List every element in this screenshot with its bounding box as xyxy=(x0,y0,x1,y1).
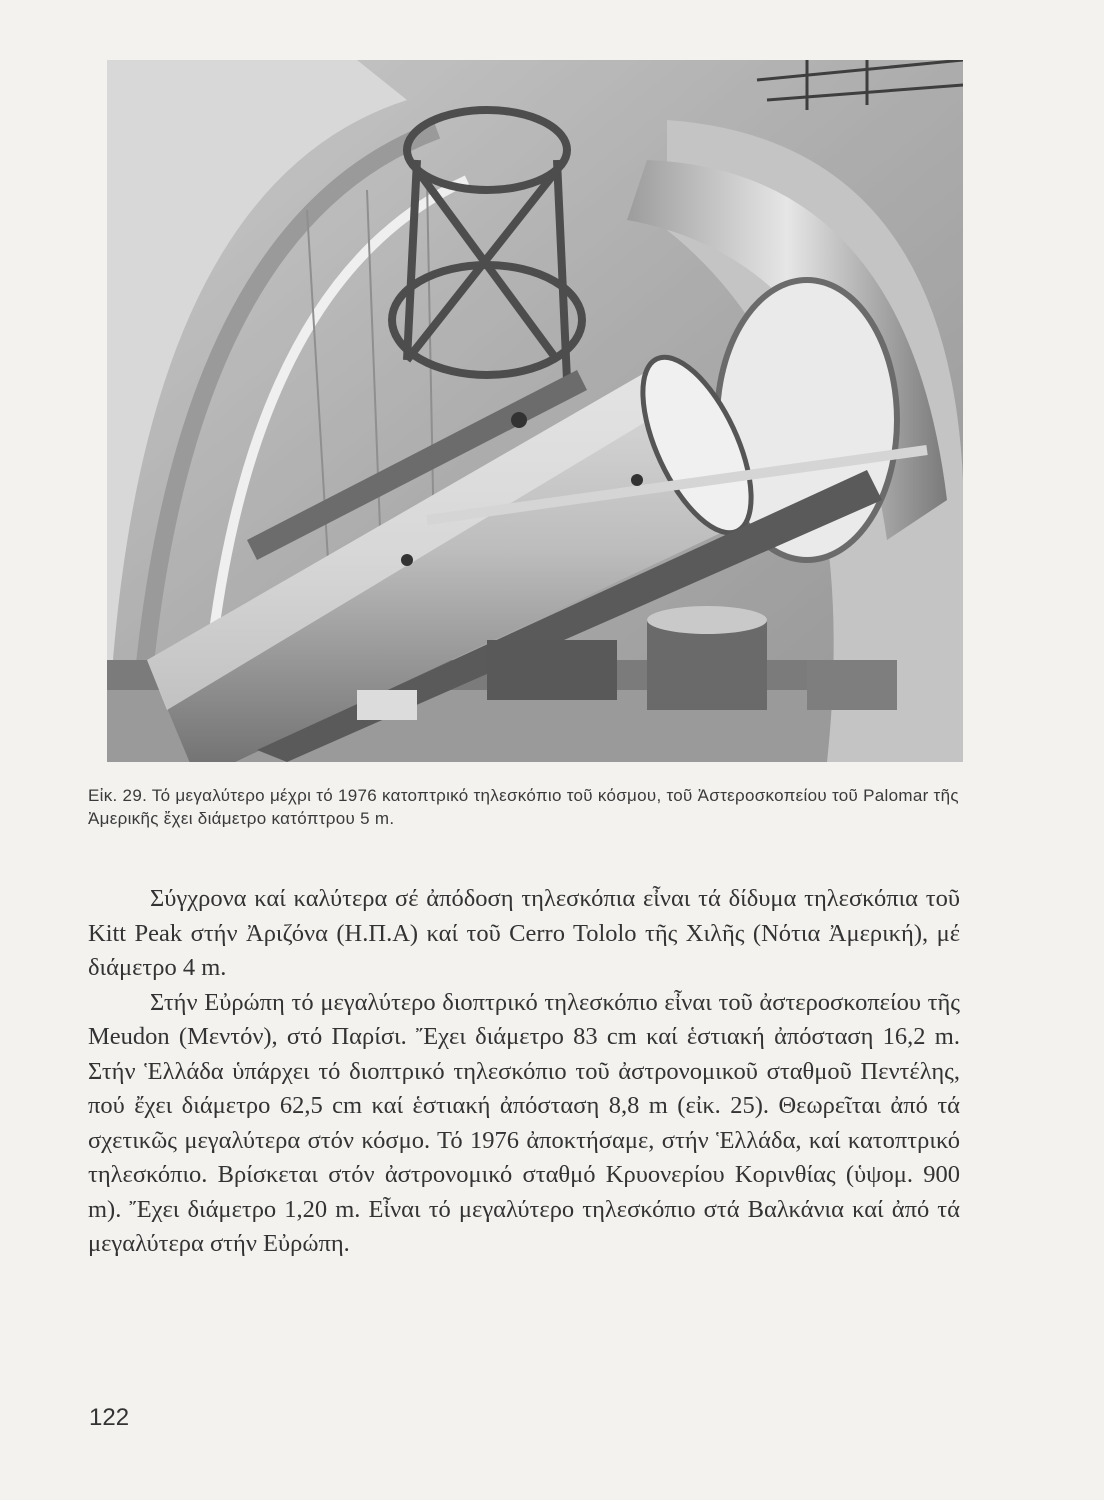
paragraph: Στήν Εὐρώπη τό μεγαλύτερο διοπτρικό τηλεσκόπιο εἶναι τοῦ ἀστεροσκοπείου τῆς Meudon (Μεντόν), στό Παρίσι. Ἔχει διάμετρο 83 cm καί ἑστιακή ἀπόσταση 16,2 m. Στήν Ἑλλάδα ὑπάρχει τό διοπτρικό τηλεσκόπιο τοῦ ἀστρονομικοῦ σταθμοῦ Πεντέλης, πού ἔχει διάμετρο 62,5 cm καί ἑστιακή ἀπόσταση 8,8 m (εἰκ. 25). Θεωρεῖται ἀπό τά σχετικῶς μεγαλύτερα στόν κόσμο. Τό 1976 ἀποκτήσαμε, στήν Ἑλλάδα, καί κατοπτρικό τηλεσκόπιο. Βρίσκεται στόν ἀστρονομικό σταθμό Κρυονερίου Κορινθίας (ὑψομ. 900 m). Ἔχει διάμετρο 1,20 m. Εἶναι τό μεγαλύτερο τηλεσκόπιο στά Βαλκάνια καί ἀπό τά μεγαλύτερα στήν Εὐρώπη. xyxy=(88,988,960,1257)
page-number: 122 xyxy=(89,1404,130,1431)
paragraph: Σύγχρονα καί καλύτερα σέ ἀπόδοση τηλεσκόπια εἶναι τά δίδυμα τηλεσκόπια τοῦ Kitt Peak στήν Ἀριζόνα (Η.Π.Α) καί τοῦ Cerro Tololo τῆς Χιλῆς (Νότια Ἀμερική), μέ διάμετρο 4 m. xyxy=(88,885,960,981)
figure-caption: Εἰκ. 29. Τό μεγαλύτερο μέχρι τό 1976 κατοπτρικό τηλεσκόπιο τοῦ κόσμου, τοῦ Ἀστεροσκοπείου τοῦ Palomar τῆς Ἀμερικῆς ἔχει διάμετρο κατόπτρου 5 m. xyxy=(88,786,959,828)
body-text xyxy=(88,882,960,1262)
telescope-photo xyxy=(107,60,963,762)
